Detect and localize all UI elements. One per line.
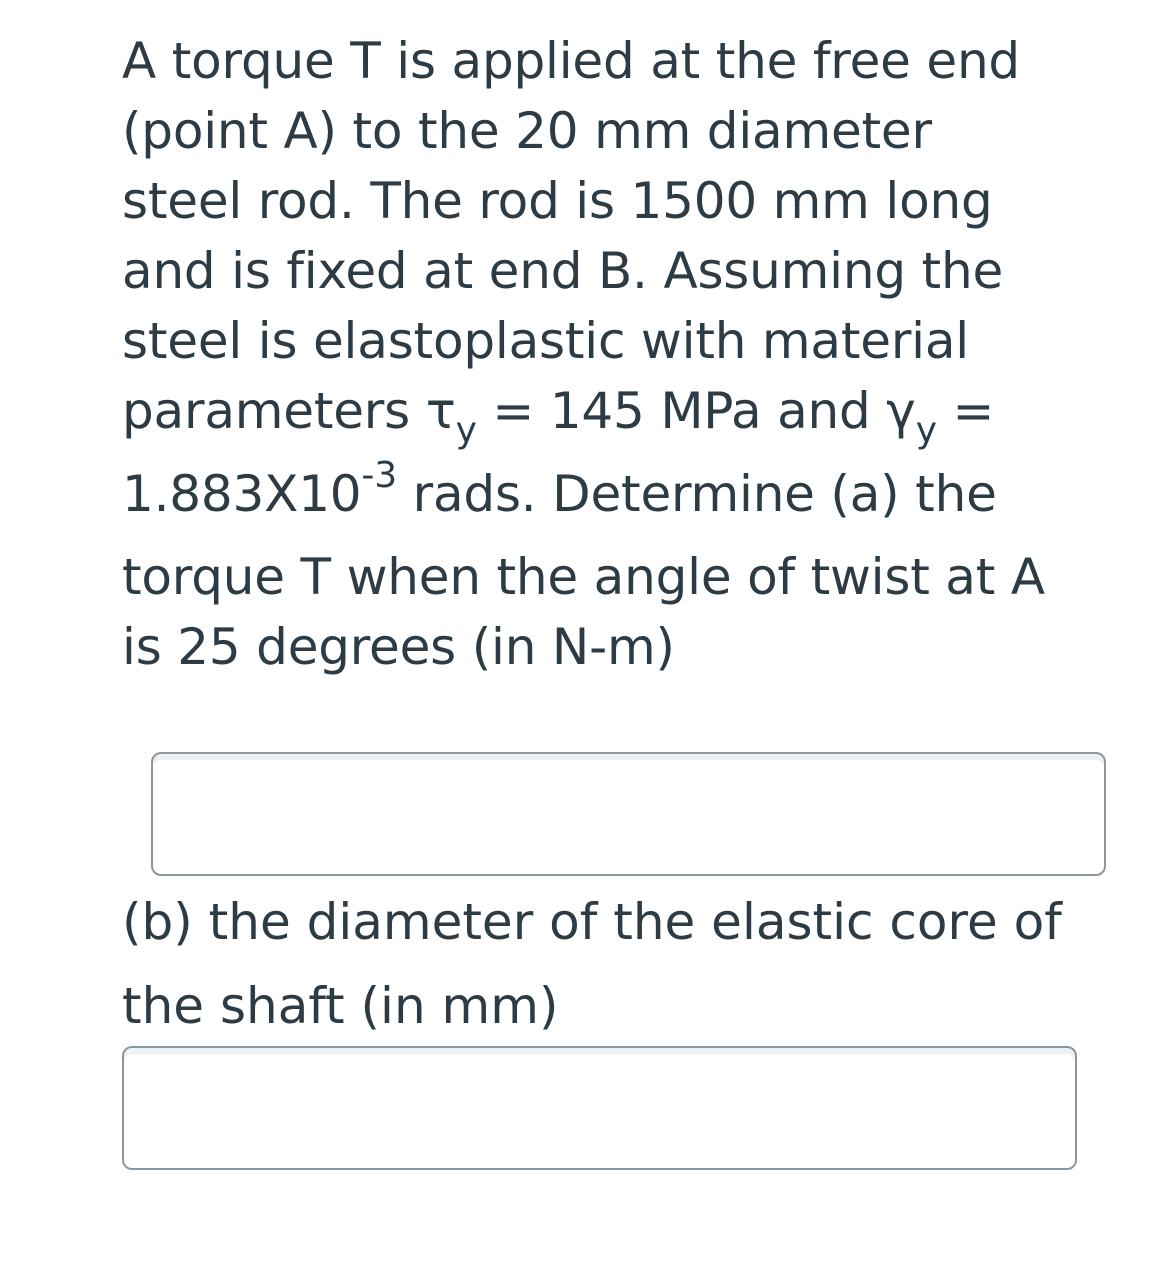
question-line: torque T when the angle of twist at A — [122, 548, 1045, 606]
text-segment: parameters τ — [122, 382, 456, 440]
subscript: y — [455, 410, 477, 451]
question-line: and is fixed at end B. Assuming the — [122, 242, 1004, 300]
part-b-text — [122, 880, 1102, 1048]
text-segment: = — [936, 382, 995, 440]
question-line: steel rod. The rod is 1500 mm long — [122, 172, 993, 230]
question-line-parameters — [122, 376, 1102, 451]
text-segment: = 145 MPa and γ — [476, 382, 916, 440]
question-line: (point A) to the 20 mm diameter — [122, 102, 932, 160]
part-b-line: the shaft (in mm) — [122, 977, 559, 1035]
question-line-strain — [122, 446, 1102, 542]
text-segment: rads. Determine (a) the — [396, 465, 997, 523]
answer-input-a[interactable] — [151, 752, 1106, 876]
text-segment: 1.883X10 — [122, 465, 362, 523]
part-b-line: (b) the diameter of the elastic core of — [122, 893, 1062, 951]
subscript: y — [915, 410, 937, 451]
question-line: steel is elastoplastic with material — [122, 312, 969, 370]
answer-input-b[interactable] — [122, 1046, 1077, 1170]
superscript: -3 — [361, 455, 397, 496]
question-text — [122, 26, 1102, 682]
question-line: is 25 degrees (in N-m) — [122, 618, 675, 676]
question-line: A torque T is applied at the free end — [122, 32, 1020, 90]
